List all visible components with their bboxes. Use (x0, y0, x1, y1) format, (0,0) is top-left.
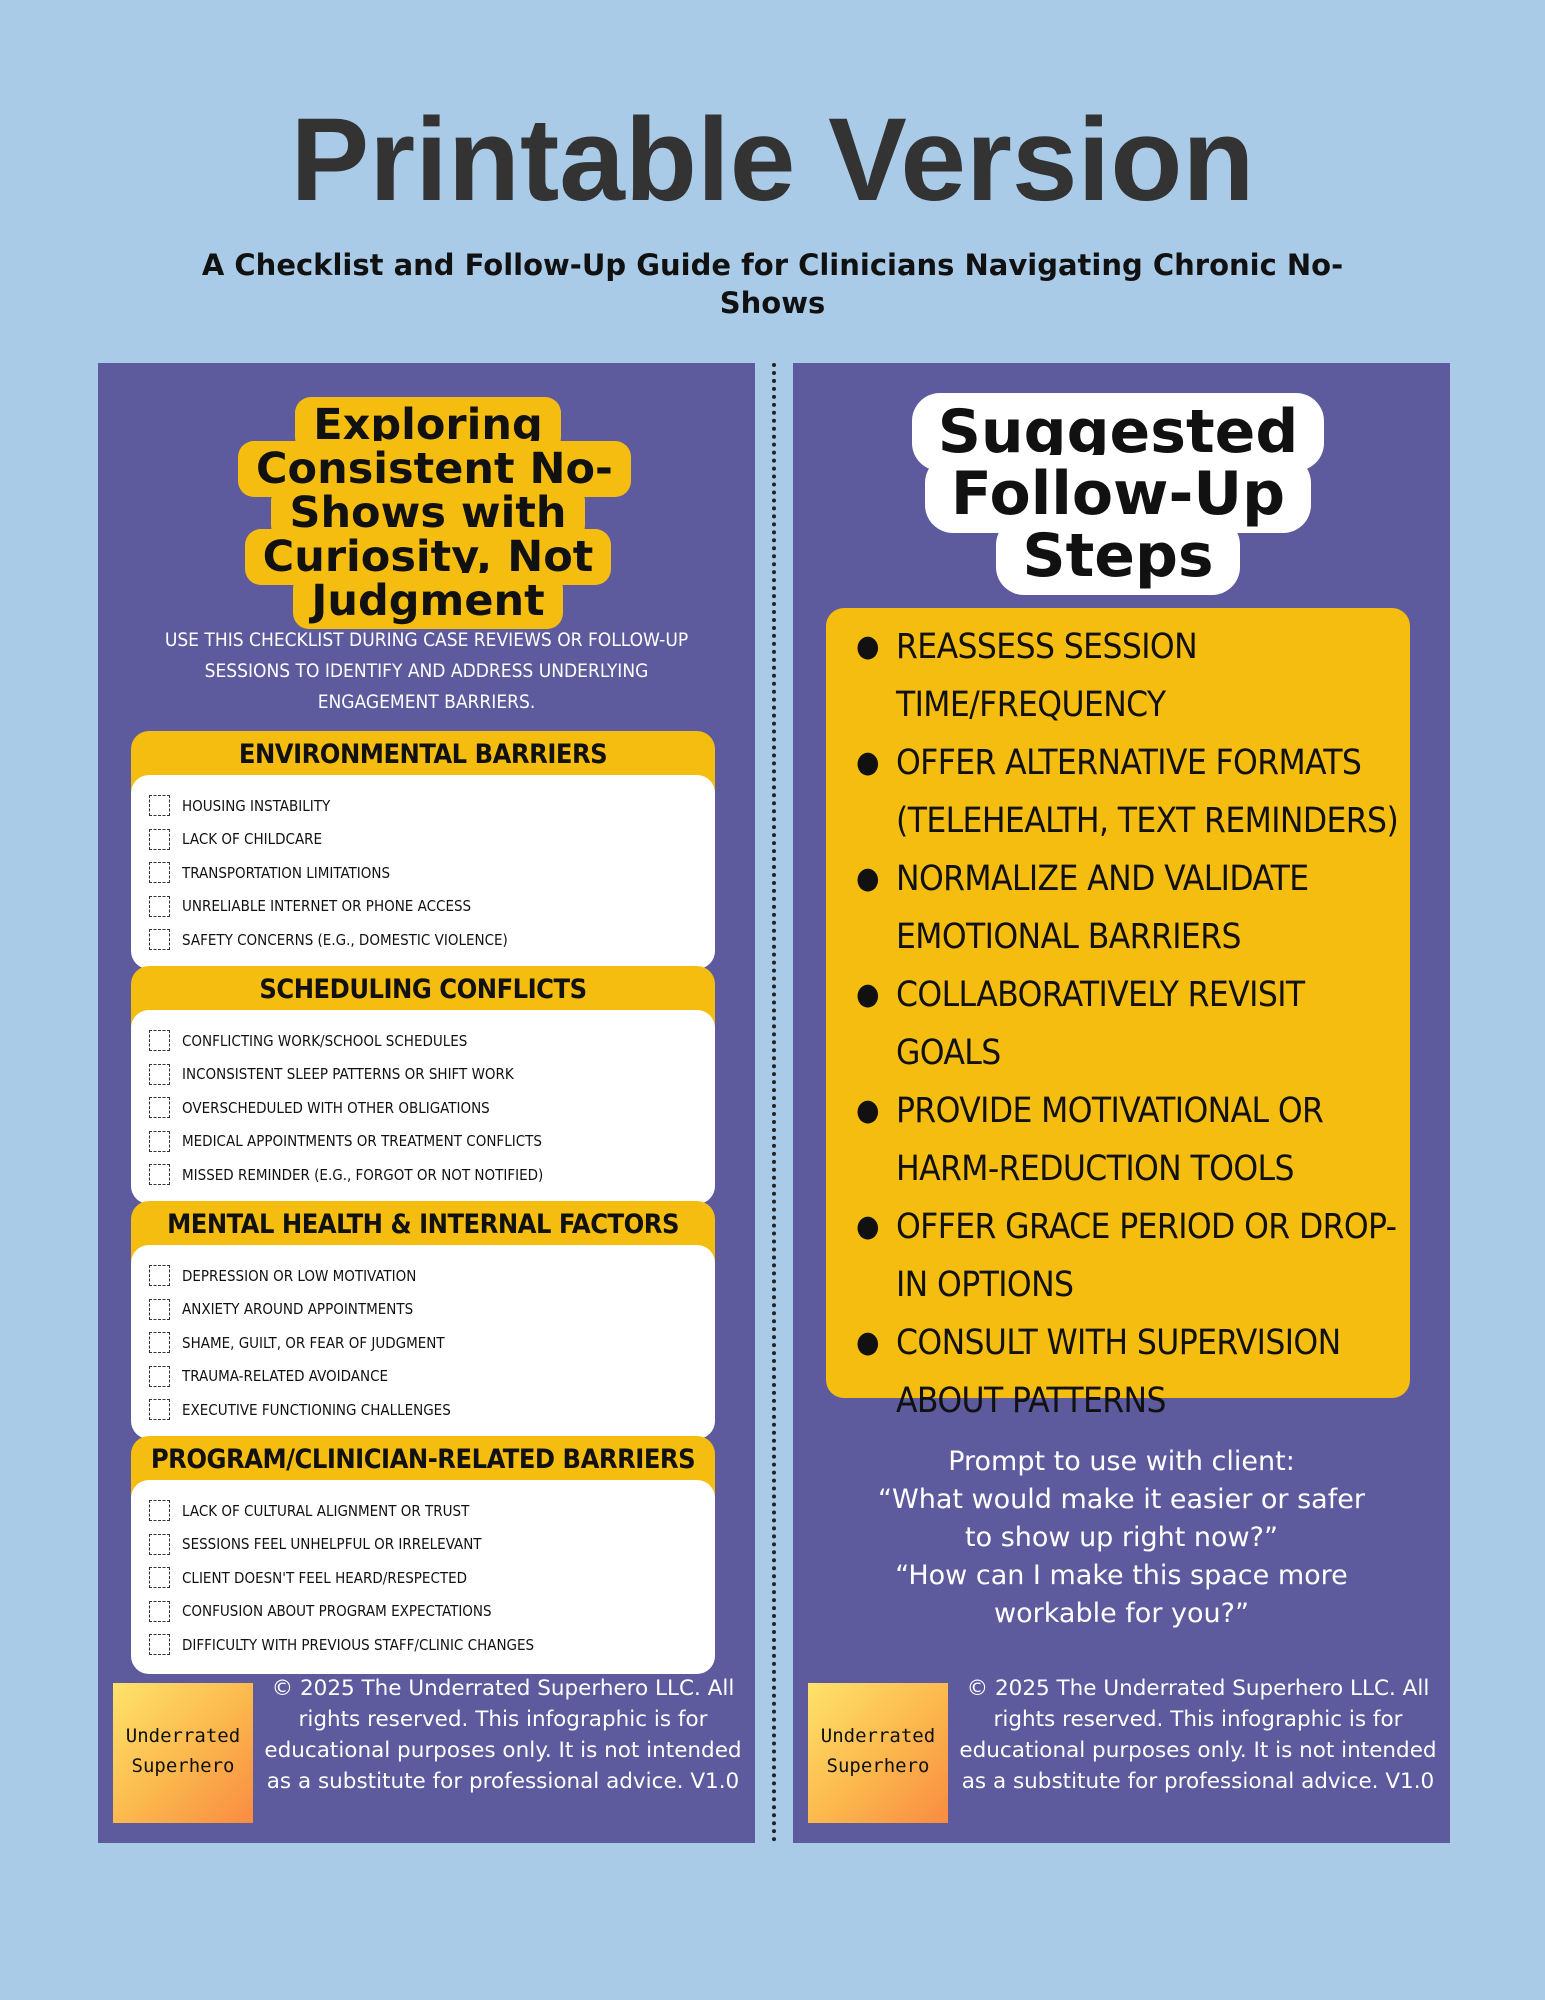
step-text: CONSULT WITH SUPERVISION ABOUT PATTERNS (896, 1323, 1341, 1421)
checklist-item-label: SESSIONS FEEL UNHELPFUL OR IRRELEVANT (182, 1535, 482, 1554)
step-text: PROVIDE MOTIVATIONAL OR HARM-REDUCTION TOOLS (896, 1091, 1324, 1189)
checklist-item-label: MISSED REMINDER (E.G., FORGOT OR NOT NOTIFIED) (182, 1165, 544, 1184)
checklist-item-label: OVERSCHEDULED WITH OTHER OBLIGATIONS (182, 1098, 490, 1117)
checklist-item[interactable] (149, 856, 699, 890)
checkbox[interactable] (149, 862, 170, 883)
step-item (856, 850, 1400, 966)
step-item (856, 618, 1400, 734)
section-title: SCHEDULING CONFLICTS (131, 966, 715, 1028)
checklist-item-label: MEDICAL APPOINTMENTS OR TREATMENT CONFLICTS (182, 1132, 542, 1151)
checklist (131, 1480, 715, 1674)
section-environmental-barriers (131, 731, 715, 969)
page-subtitle: A Checklist and Follow-Up Guide for Clinicians Navigating Chronic No-Shows (201, 248, 1344, 320)
step-item (856, 1314, 1400, 1430)
step-text: NORMALIZE AND VALIDATE EMOTIONAL BARRIERS (896, 859, 1309, 957)
bullet-icon: ● (856, 745, 879, 780)
checklist-item[interactable] (149, 1259, 699, 1293)
step-text: OFFER ALTERNATIVE FORMATS (TELEHEALTH, TEXT REMINDERS) (896, 743, 1399, 841)
checklist-item-label: CLIENT DOESN'T FEEL HEARD/RESPECTED (182, 1568, 468, 1587)
follow-up-heading-text: Suggested Follow-Up Steps (912, 393, 1325, 595)
checklist-item-label: LACK OF CULTURAL ALIGNMENT OR TRUST (182, 1501, 470, 1520)
steps-box (826, 608, 1410, 1421)
checkbox[interactable] (149, 1164, 170, 1185)
checklist (131, 775, 715, 969)
section-scheduling-conflicts (131, 966, 715, 1204)
checklist-item[interactable] (149, 1125, 699, 1159)
checklist (131, 1010, 715, 1204)
checklist-item-label: INCONSISTENT SLEEP PATTERNS OR SHIFT WORK (182, 1065, 514, 1084)
checklist-item[interactable] (149, 823, 699, 857)
checklist-item-label: DIFFICULTY WITH PREVIOUS STAFF/CLINIC CHANGES (182, 1635, 535, 1654)
client-prompt (833, 1443, 1410, 1633)
step-item (856, 966, 1400, 1082)
checklist-item[interactable] (149, 1024, 699, 1058)
section-title: ENVIRONMENTAL BARRIERS (131, 731, 715, 793)
checklist-item-label: SAFETY CONCERNS (E.G., DOMESTIC VIOLENCE) (182, 930, 508, 949)
checklist-item[interactable] (149, 1494, 699, 1528)
checklist-item[interactable] (149, 890, 699, 924)
checklist-panel (98, 363, 755, 1843)
checkbox[interactable] (149, 829, 170, 850)
checkbox[interactable] (149, 1500, 170, 1521)
checkbox[interactable] (149, 1534, 170, 1555)
checkbox[interactable] (149, 1064, 170, 1085)
copyright-notice: © 2025 The Underrated Superhero LLC. All rights reserved. This infographic is for educational purposes only. It is not intended as a substitute for professional advice. V1.0 (264, 1676, 742, 1794)
checkbox[interactable] (149, 795, 170, 816)
checklist-heading-text: Exploring Consistent No-Shows with Curiosity, Not Judgment (238, 397, 631, 629)
checklist-item-label: SHAME, GUILT, OR FEAR OF JUDGMENT (182, 1333, 445, 1352)
checklist-item[interactable] (149, 1158, 699, 1192)
checklist-item[interactable] (149, 1326, 699, 1360)
checkbox[interactable] (149, 1030, 170, 1051)
section-program-clinician-barriers (131, 1436, 715, 1674)
checkbox[interactable] (149, 1332, 170, 1353)
copyright-notice: © 2025 The Underrated Superhero LLC. All rights reserved. This infographic is for educational purposes only. It is not intended as a substitute for professional advice. V1.0 (959, 1676, 1437, 1794)
checklist-item[interactable] (149, 1528, 699, 1562)
prompt-question-2: “How can I make this space more workable for you?” (895, 1560, 1348, 1629)
prompt-question-1: “What would make it easier or safer to show up right now?” (878, 1484, 1365, 1553)
bullet-icon: ● (856, 1209, 879, 1244)
checklist-item[interactable] (149, 1628, 699, 1662)
logo-line-2: Superhero (131, 1755, 235, 1777)
checklist-item[interactable] (149, 1561, 699, 1595)
bullet-icon: ● (856, 1093, 879, 1128)
logo-line-2: Superhero (826, 1755, 930, 1777)
checklist-item[interactable] (149, 1393, 699, 1427)
checklist-item-label: UNRELIABLE INTERNET OR PHONE ACCESS (182, 897, 472, 916)
brand-logo (808, 1683, 948, 1823)
step-item (856, 734, 1400, 850)
brand-logo (113, 1683, 253, 1823)
bullet-icon: ● (856, 977, 879, 1012)
checklist-item[interactable] (149, 1360, 699, 1394)
checklist-item-label: TRANSPORTATION LIMITATIONS (182, 863, 391, 882)
checklist-item-label: DEPRESSION OR LOW MOTIVATION (182, 1266, 417, 1285)
logo-line-1: Underrated (820, 1725, 936, 1747)
checklist-item[interactable] (149, 1091, 699, 1125)
step-item (856, 1198, 1400, 1314)
follow-up-heading (828, 397, 1408, 591)
checklist-item[interactable] (149, 1595, 699, 1629)
checklist-item[interactable] (149, 1293, 699, 1327)
checklist-heading (238, 400, 618, 626)
page-title: Printable Version (290, 94, 1255, 226)
checkbox[interactable] (149, 1567, 170, 1588)
steps-list (856, 618, 1400, 1430)
bullet-icon: ● (856, 1325, 879, 1360)
checkbox[interactable] (149, 1097, 170, 1118)
checkbox[interactable] (149, 896, 170, 917)
step-text: REASSESS SESSION TIME/FREQUENCY (896, 627, 1198, 725)
step-text: OFFER GRACE PERIOD OR DROP-IN OPTIONS (896, 1207, 1397, 1305)
logo-line-1: Underrated (125, 1725, 241, 1747)
prompt-label: Prompt to use with client: (948, 1446, 1295, 1477)
checklist-item-label: HOUSING INSTABILITY (182, 796, 331, 815)
section-title: PROGRAM/CLINICIAN-RELATED BARRIERS (131, 1436, 715, 1498)
bullet-icon: ● (856, 629, 879, 664)
step-item (856, 1082, 1400, 1198)
checkbox[interactable] (149, 1131, 170, 1152)
checkbox[interactable] (149, 1601, 170, 1622)
checklist-item[interactable] (149, 789, 699, 823)
checklist-item-label: EXECUTIVE FUNCTIONING CHALLENGES (182, 1400, 451, 1419)
checklist-item-label: TRAUMA-RELATED AVOIDANCE (182, 1367, 389, 1386)
dotted-divider (772, 363, 776, 1843)
checklist-item[interactable] (149, 923, 699, 957)
section-title: MENTAL HEALTH & INTERNAL FACTORS (131, 1201, 715, 1263)
step-text: COLLABORATIVELY REVISIT GOALS (896, 975, 1305, 1073)
checklist-item-label: LACK OF CHILDCARE (182, 830, 323, 849)
checklist-item-label: ANXIETY AROUND APPOINTMENTS (182, 1300, 414, 1319)
checkbox[interactable] (149, 1265, 170, 1286)
checklist-item[interactable] (149, 1058, 699, 1092)
checklist-item-label: CONFUSION ABOUT PROGRAM EXPECTATIONS (182, 1602, 492, 1621)
checkbox[interactable] (149, 1399, 170, 1420)
follow-up-panel (793, 363, 1450, 1843)
checkbox[interactable] (149, 1634, 170, 1655)
section-mental-health-internal-factors (131, 1201, 715, 1439)
bullet-icon: ● (856, 861, 879, 896)
checkbox[interactable] (149, 1366, 170, 1387)
checkbox[interactable] (149, 929, 170, 950)
checklist-intro: USE THIS CHECKLIST DURING CASE REVIEWS OR FOLLOW-UP SESSIONS TO IDENTIFY AND ADDRESS UNDERLYING ENGAGEMENT BARRIERS. (164, 629, 689, 713)
checklist (131, 1245, 715, 1439)
checkbox[interactable] (149, 1299, 170, 1320)
checklist-item-label: CONFLICTING WORK/SCHOOL SCHEDULES (182, 1031, 468, 1050)
